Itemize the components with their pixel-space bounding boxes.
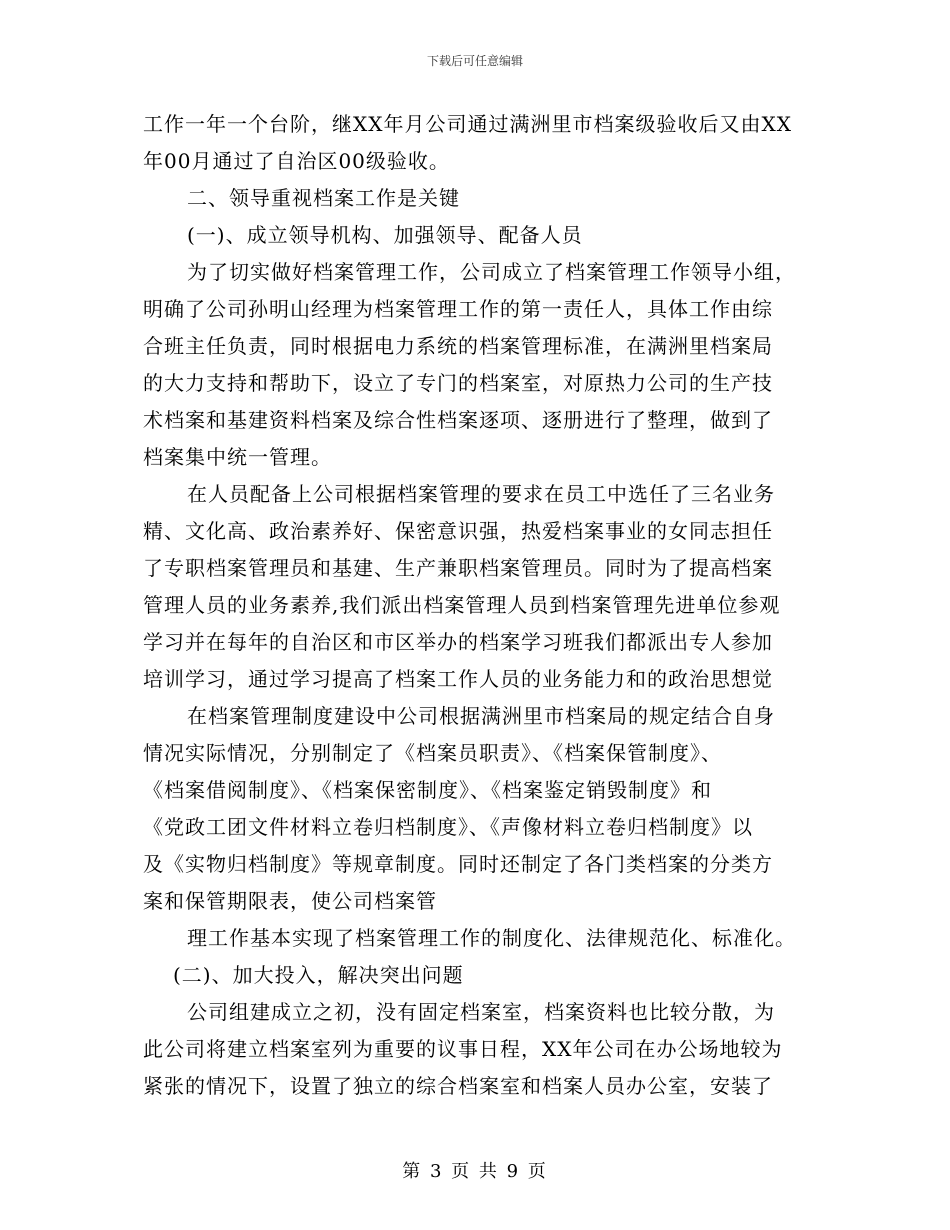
text-line: 及《实物归档制度》等规章制度。同时还制定了各门类档案的分类方 xyxy=(143,852,773,876)
text-line: 在档案管理制度建设中公司根据满洲里市档案局的规定结合自身 xyxy=(187,704,775,728)
text-line: 合班主任负责，同时根据电力系统的档案管理标准，在满洲里档案局 xyxy=(143,334,773,358)
text-line: 《党政工团文件材料立卷归档制度》、《声像材料立卷归档制度》以 xyxy=(143,815,753,839)
text-line: 明确了公司孙明山经理为档案管理工作的第一责任人，具体工作由综 xyxy=(143,297,773,321)
text-line: (一)、成立领导机构、加强领导、配备人员 xyxy=(187,223,583,247)
text-line: 案和保管期限表，使公司档案管 xyxy=(143,889,437,913)
text-line: 管理人员的业务素养,我们派出档案管理人员到档案管理先进单位参观 xyxy=(143,593,781,617)
text-line: 情况实际情况，分别制定了《档案员职责》、《档案保管制度》、 xyxy=(143,741,722,765)
text-line: 年00月通过了自治区00级验收。 xyxy=(143,149,450,173)
text-line: 档案集中统一管理。 xyxy=(143,445,332,469)
page-footer: 第 3 页 共 9 页 xyxy=(402,1161,548,1182)
text-line: 紧张的情况下，设置了独立的综合档案室和档案人员办公室，安装了 xyxy=(143,1074,773,1098)
document-body xyxy=(143,106,808,1105)
text-line: 理工作基本实现了档案管理工作的制度化、法律规范化、标准化。 xyxy=(187,926,796,950)
text-line: 《档案借阅制度》、《档案保密制度》、《档案鉴定销毁制度》和 xyxy=(143,778,712,802)
text-line: 培训学习，通过学习提高了档案工作人员的业务能力和的政治思想觉 xyxy=(143,667,773,691)
text-line: 此公司将建立档案室列为重要的议事日程，XX年公司在办公场地较为 xyxy=(143,1037,783,1061)
text-line: 术档案和基建资料档案及综合性档案逐项、逐册进行了整理，做到了 xyxy=(143,408,773,432)
text-line: 学习并在每年的自治区和市区举办的档案学习班我们都派出专人参加 xyxy=(143,630,773,654)
text-line: 了专职档案管理员和基建、生产兼职档案管理员。同时为了提高档案 xyxy=(143,556,773,580)
text-line: 的大力支持和帮助下，设立了专门的档案室，对原热力公司的生产技 xyxy=(143,371,773,395)
text-line: 精、文化高、政治素养好、保密意识强，热爱档案事业的女同志担任 xyxy=(143,519,773,543)
text-line: 公司组建成立之初，没有固定档案室，档案资料也比较分散，为 xyxy=(187,1000,775,1024)
text-line: 二、领导重视档案工作是关键 xyxy=(187,186,460,210)
page-header: 下载后可任意编辑 xyxy=(426,54,523,68)
text-line: 为了切实做好档案管理工作，公司成立了档案管理工作领导小组， xyxy=(187,260,796,284)
text-line: 在人员配备上公司根据档案管理的要求在员工中选任了三名业务 xyxy=(187,482,775,506)
text-line: (二)、加大投入，解决突出问题 xyxy=(173,963,464,987)
text-line: 工作一年一个台阶，继XX年月公司通过满洲里市档案级验收后又由XX xyxy=(143,112,792,136)
